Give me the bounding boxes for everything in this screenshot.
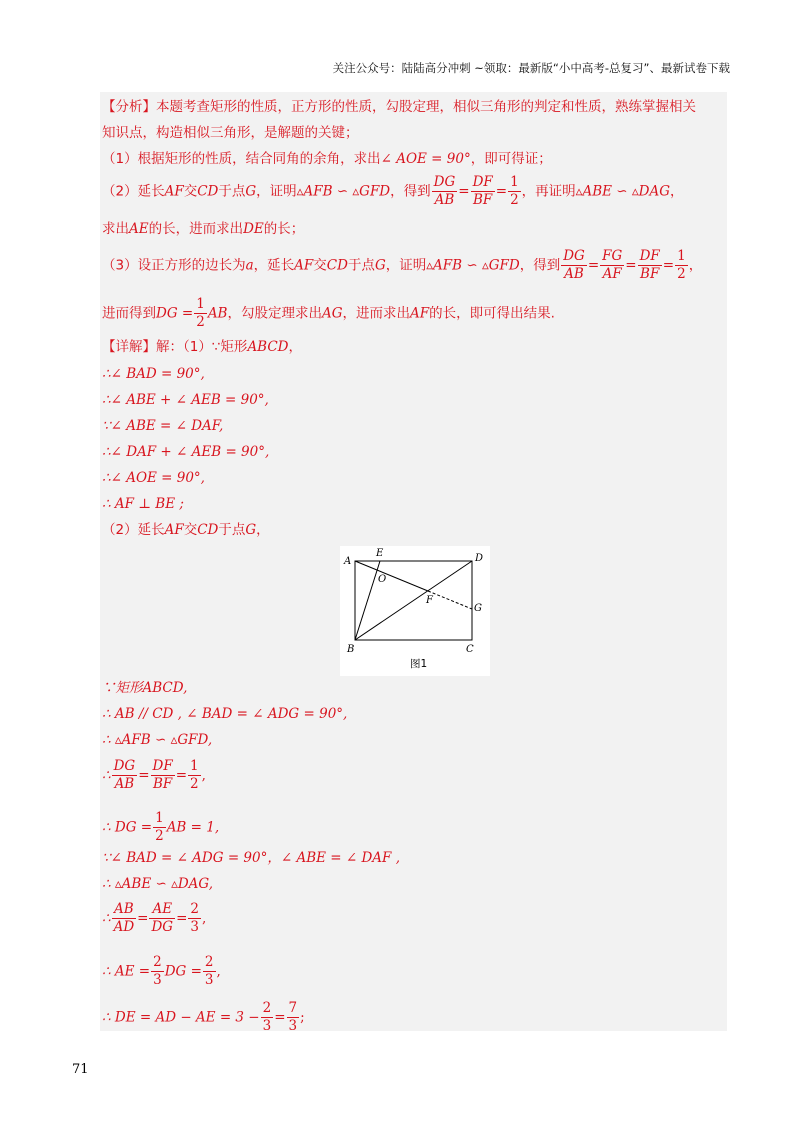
p2-l2c: 的长；	[263, 221, 305, 237]
frac-two-thirds-3: $\frac{2}{3}$	[204, 954, 214, 988]
p3-b: ，延长	[253, 257, 295, 274]
p2-tail: ，再证明	[521, 183, 576, 200]
p3-af: AF	[294, 257, 314, 274]
step2-similar: ∴ ▵ABE ∽ ▵DAG,	[102, 876, 214, 892]
part2-cd: CD	[197, 522, 219, 538]
step1-line-6: ∴ AF ⊥ BE ;	[102, 496, 184, 512]
p1-text: （1）根据矩形的性质，结合同角的余角，求出	[102, 151, 381, 167]
label-b: B	[347, 644, 355, 655]
step2-ratio: ∴ $\frac{DG}{AB}$ = $\frac{DF}{BF}$ = $\frac{1}{2}$ ,	[102, 758, 206, 792]
p3-ag: AG	[321, 305, 343, 322]
step2-line-3: ∴ ▵AFB ∽ ▵GFD,	[102, 732, 213, 748]
figure-caption: 图1	[410, 658, 428, 670]
step2-ratio2-pre: ∴	[102, 910, 111, 927]
detail-intro-end: ，	[288, 339, 303, 355]
step1-line-4: ∴∠ DAF + ∠ AEB = 90°,	[102, 444, 270, 460]
step2-ae-end: ,	[216, 963, 221, 980]
step2-de	[102, 1000, 305, 1035]
detail-intro-text: 解：（1）∵矩形	[156, 339, 248, 355]
page-header: 关注公众号：陆陆高分冲刺 ~领取：最新版“小中高考-总复习”、最新试卷下载	[332, 61, 730, 75]
step2-dg-post: AB = 1,	[166, 819, 220, 836]
label-d: D	[475, 553, 484, 564]
geometry-figure	[340, 546, 490, 676]
step2-angles: ∵∠ BAD = ∠ ADG = 90°，∠ ABE = ∠ DAF ,	[102, 850, 401, 866]
p2-c: 于点	[218, 183, 246, 200]
step2-ae	[102, 954, 221, 989]
p2-l2b: 的长，进而求出	[148, 221, 244, 237]
p1-tail: ，即可得证；	[470, 151, 552, 167]
frac-dg-ab: $\frac{DG}{AB}$	[433, 174, 456, 208]
part2-d: ，	[256, 522, 270, 538]
p2-a: （2）延长	[102, 183, 165, 200]
detail-intro	[102, 338, 302, 356]
analysis-point-2-line-2	[102, 220, 304, 238]
analysis-point-2: （2）延长AF交CD于点G，证明▵AFB ∽ ▵GFD，得到 $\frac{DG}{AB}$ = $\frac{DF}{BF}$ = $\frac{1}{2}$ ，再证明▵ABE ∽ ▵DAG，	[102, 174, 684, 208]
p2-d: ，证明	[256, 183, 297, 200]
frac-ab-ad: $\frac{AB}{AD}$	[113, 901, 135, 935]
label-c: C	[466, 644, 474, 655]
p3-f: ，得到	[519, 257, 561, 274]
analysis-intro-1: 本题考查矩形的性质，正方形的性质，勾股定理，相似三角形的判定和性质，熟练掌握相关	[156, 99, 696, 115]
p2-de: DE	[243, 221, 264, 237]
p3-a: （3）设正方形的边长为	[102, 257, 246, 274]
p3-cd: CD	[326, 257, 348, 274]
p3-l2c: ，进而求出	[342, 305, 411, 322]
p2-l2a: 求出	[102, 221, 129, 237]
frac-one-half-2: $\frac{1}{2}$	[677, 248, 686, 282]
analysis-tag: 【分析】	[102, 99, 156, 115]
frac-df-bf: $\frac{DF}{BF}$	[472, 174, 493, 208]
analysis-line-1	[102, 98, 696, 116]
step1-line-3: ∵∠ ABE = ∠ DAF,	[102, 418, 224, 434]
step2-ae-pre: ∴ AE =	[102, 963, 151, 980]
p3-l2a: 进而得到	[102, 305, 156, 322]
p3-end: ，	[688, 257, 703, 274]
step2-ratio2-end: ,	[202, 910, 207, 927]
part2-intro	[102, 521, 270, 539]
step1-line-2: ∴∠ ABE + ∠ AEB = 90°,	[102, 392, 269, 408]
frac-ae-dg: $\frac{AE}{DG}$	[151, 901, 174, 935]
p2-af: AF	[164, 183, 184, 200]
page-number: 71	[72, 1062, 89, 1077]
part2-af: AF	[164, 522, 184, 538]
step2-de-mid: =	[274, 1009, 286, 1026]
step2-ratio-2: ∴ $\frac{AB}{AD}$ = $\frac{AE}{DG}$ = $\frac{2}{3}$ ,	[102, 901, 207, 935]
step2-dg	[102, 810, 219, 845]
p3-e: ，证明	[385, 257, 427, 274]
frac-fg-af: $\frac{FG}{AF}$	[602, 248, 623, 282]
step2-ratio-therefore: ∴	[102, 767, 111, 784]
p3-l2b: ，勾股定理求出	[227, 305, 322, 322]
p2-similar-2: ▵ABE ∽ ▵DAG	[575, 183, 671, 200]
part2-g: G	[245, 522, 257, 538]
label-o: O	[378, 574, 387, 585]
step2-line-2: ∴ AB // CD , ∠ BAD = ∠ ADG = 90°,	[102, 706, 348, 722]
p2-b: 交	[183, 183, 198, 200]
step2-ae-mid: DG =	[164, 963, 202, 980]
analysis-point-3: （3）设正方形的边长为a，延长AF交CD于点G，证明▵AFB ∽ ▵GFD，得到 $\frac{DG}{AB}$ = $\frac{FG}{AF}$ = $\frac{DF}{BF}$ = $\frac{1}{2}$ ，	[102, 248, 703, 282]
frac-dg-ab-3: $\frac{DG}{AB}$	[113, 758, 136, 792]
analysis-intro-2: 知识点，构造相似三角形，是解题的关键；	[102, 125, 359, 141]
label-e: E	[376, 548, 384, 559]
step2-line-1: ∵矩形ABCD,	[102, 680, 188, 696]
step2-ratio-end: ,	[201, 767, 206, 784]
frac-one-half-5: $\frac{1}{2}$	[155, 810, 164, 844]
p2-end: ，	[670, 183, 684, 200]
p3-var: a	[245, 257, 254, 274]
step2-dg-pre: ∴ DG =	[102, 819, 153, 836]
analysis-point-3-line-2	[102, 296, 555, 331]
step2-de-end: ;	[300, 1009, 305, 1026]
p3-l2d: 的长，即可得出结果.	[429, 305, 555, 322]
step2-de-pre: ∴ DE = AD − AE = 3 −	[102, 1009, 260, 1026]
p1-math: ∠ AOE = 90°	[380, 151, 471, 167]
frac-one-half-3: $\frac{1}{2}$	[196, 296, 205, 330]
frac-dg-ab-2: $\frac{DG}{AB}$	[563, 248, 585, 282]
p3-g: G	[374, 257, 386, 274]
frac-two-thirds-4: $\frac{2}{3}$	[262, 1000, 272, 1034]
label-a: A	[344, 556, 352, 567]
part2-c: 于点	[218, 522, 246, 538]
frac-one-half-4: $\frac{1}{2}$	[190, 758, 199, 792]
p2-ae: AE	[129, 221, 149, 237]
frac-two-thirds: $\frac{2}{3}$	[190, 901, 199, 935]
frac-two-thirds-2: $\frac{2}{3}$	[153, 954, 162, 988]
p3-dg: DG =	[156, 305, 194, 322]
p3-d: 于点	[347, 257, 375, 274]
part2-b: 交	[183, 522, 198, 538]
figure-background	[340, 546, 490, 676]
detail-tag: 【详解】	[102, 339, 156, 355]
label-f: F	[426, 595, 433, 606]
p2-cd: CD	[197, 183, 219, 200]
frac-seven-thirds: $\frac{7}{3}$	[288, 1000, 298, 1034]
p3-af2: AF	[410, 305, 430, 322]
p2-similar: ▵AFB ∽ ▵GFD	[296, 183, 391, 200]
p3-ab: AB	[207, 305, 228, 322]
frac-df-bf-3: $\frac{DF}{BF}$	[152, 758, 173, 792]
part2-a: （2）延长	[102, 522, 165, 538]
step1-line-5: ∴∠ AOE = 90°,	[102, 470, 205, 486]
analysis-point-1	[102, 150, 552, 168]
label-g: G	[474, 603, 482, 614]
frac-df-bf-2: $\frac{DF}{BF}$	[639, 248, 660, 282]
p2-g: G	[245, 183, 257, 200]
p3-c: 交	[313, 257, 327, 274]
p3-similar: ▵AFB ∽ ▵GFD	[426, 257, 520, 274]
p2-e: ，得到	[390, 183, 431, 200]
step1-line-1: ∴∠ BAD = 90°,	[102, 366, 205, 382]
detail-intro-math: ABCD	[247, 339, 289, 355]
frac-one-half: $\frac{1}{2}$	[510, 174, 519, 208]
